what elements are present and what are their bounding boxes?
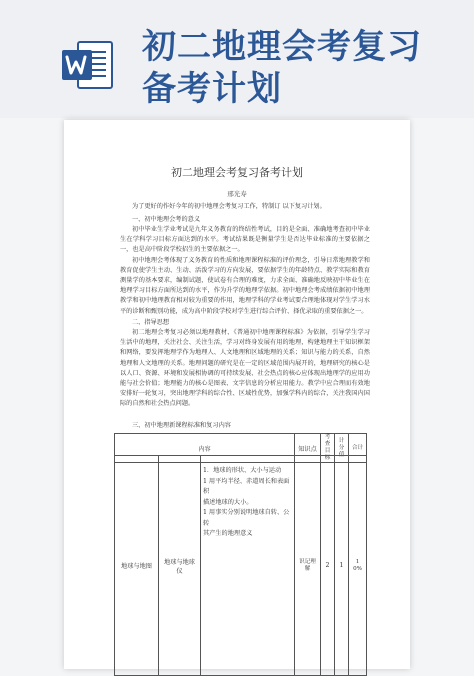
document-author: 邢光寿 [64,189,410,198]
section1-paragraph-1: 初中毕业生学业考试是九年义务教育的终结性考试，目的是全面、准确地考查初中毕业生在学科学习目标方面达到的水平。考试结果既是衡量学生是否达毕业标准的主要依据之一，也是高中阶段学校招生的主要依据之一。 [120,225,370,256]
section2-heading: 二、指导思想 [132,317,169,326]
banner-title-line1: 初二地理会考复习 [142,26,472,68]
header-content: 内容 [115,434,295,463]
knowledge-line: 描述地球的大小。 [203,498,292,509]
header-total: 合计 [349,434,367,463]
main-topic-cell: 地球与地图 [115,456,159,676]
header-banner [0,0,474,118]
document-title: 初二地理会考复习备考计划 [64,164,410,180]
knowledge-line: 1 用事实分别说明地球自转、公转 [203,508,292,529]
section2-paragraph: 初二地理会考复习必须以地理教材、《普通初中地理课程标准》为依据，引导学生学习生活中的地理，关注社会、关注生活，学习对终身发展有用的地理，构建地理主干知识框架和网络，要发挥地理学作为地理人、人文地理和区域地理的关系；知识与能力的关系，自然地理和人文地理的关系。地理问题的研究是在一定的区域范围内展开的，地理研究的核心是以人口、资源、环境和发展相协调的可持续发展、社会热点的核心应体现出地理学的应用功能与社会价值；地理能力的核心是图表、文字信息的分析应用能力。教学中应合理而有效地安排好一轮复习，突出地理学科的综合性、区域性优势，加强学科内的综合，关注我国内国际的自然和社会热点问题。 [120,328,370,410]
intro-paragraph: 为了更好的作好今年的初中地理会考复习工作，特制订 以下复习计划。 [120,202,370,212]
section1-heading: 一、初中地理会考的意义 [132,214,200,223]
header-score: 计分值 [335,434,349,463]
header-knowledge: 知识点 [295,434,321,463]
knowledge-line: 1．地球的形状、大小与运动 [203,466,292,477]
intro-block [120,202,370,212]
syllabus-table-body [114,455,367,676]
section2-block [120,328,370,410]
table-row [115,456,367,676]
section1-block [120,225,370,317]
target-cell: 识记理解 [295,456,321,676]
banner-title [142,26,472,110]
section3-heading: 三、初中地理新课程标准和复习内容 [132,420,231,429]
knowledge-line: 其产生的地理意义 [203,529,292,540]
knowledge-cell [201,456,295,676]
sub-topic-cell: 地球与地球仪 [159,456,201,676]
document-page [64,120,410,669]
header-target: 考查目标 [321,434,335,463]
score-cell: 2 [321,456,335,676]
section1-paragraph-2: 初中地理会考体现了义务教育的性质和地理课程标准的评价理念，引导日常地理教学和教育促使学生主动、生动、活泼学习的方向发展，要依据学生的年龄特点、教学实际和教育测量学的基本要求，编制试题，使试卷有合理的难度，力求全面、准确地反映初中毕业生在地理学习目标方面所达到的水平，作为升学的地理学依据。初中地理会考成绩依据初中地理教学和初中地理教育相对较为重要的作用，地理学科的学业考试要合理地体现对学生学习水平的诊断和甄别功能，成为高中阶段学校对学生进行综合评价、择优录取的重要依据之一。 [120,256,370,317]
knowledge-line: 1 用平均半径、赤道周长和表面积 [203,477,292,498]
word-document-icon [60,38,114,92]
pct-cell: 1 0% [349,456,367,676]
banner-title-line2: 备考计划 [142,68,472,110]
total-cell: 1 [335,456,349,676]
